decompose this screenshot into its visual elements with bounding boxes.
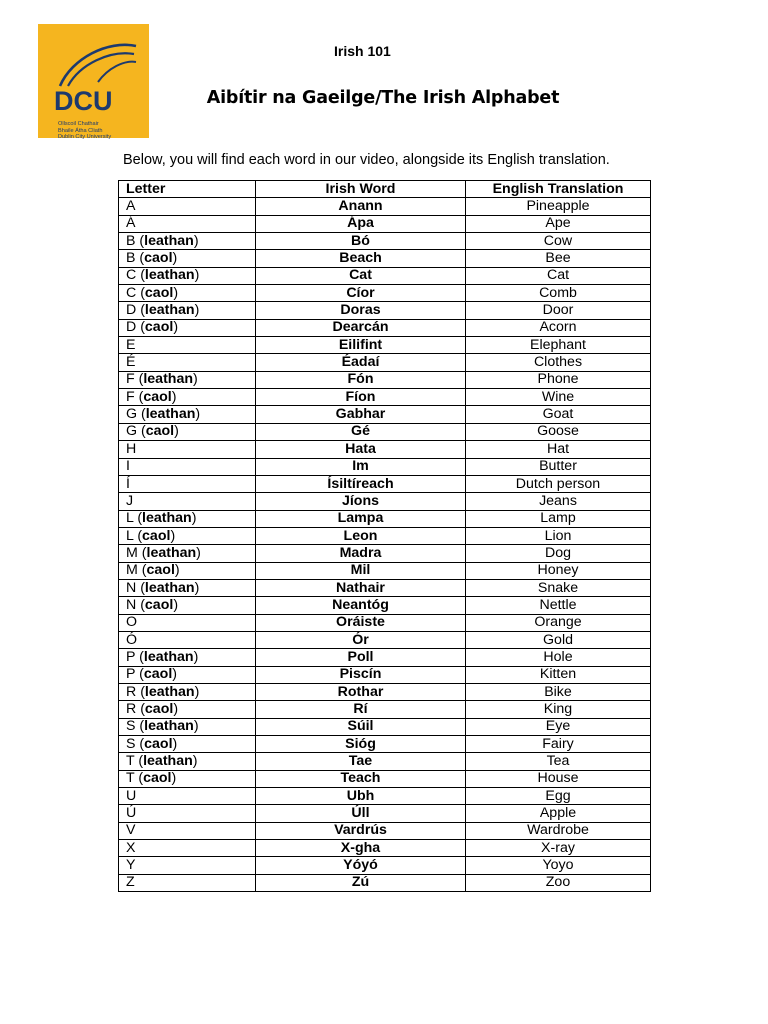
- english-translation-cell: Comb: [466, 285, 651, 302]
- mutation-label: leathan: [146, 544, 197, 561]
- alphabet-table: [118, 180, 651, 892]
- letter-cell: T (caol): [119, 770, 256, 787]
- irish-word-cell: Anann: [256, 198, 466, 215]
- table-row: [119, 267, 651, 284]
- mutation-label: caol: [143, 388, 172, 405]
- letter-cell: O: [119, 614, 256, 631]
- table-row: [119, 822, 651, 839]
- english-translation-cell: Butter: [466, 458, 651, 475]
- irish-word-cell: Oráiste: [256, 614, 466, 631]
- irish-word-cell: Piscín: [256, 666, 466, 683]
- table-row: [119, 545, 651, 562]
- mutation-label: caol: [144, 250, 173, 267]
- table-row: [119, 441, 651, 458]
- letter-cell: P (caol): [119, 666, 256, 683]
- english-translation-cell: Goat: [466, 406, 651, 423]
- table-row: [119, 198, 651, 215]
- letter-cell: Z: [119, 874, 256, 891]
- english-translation-cell: Ape: [466, 215, 651, 232]
- mutation-label: leathan: [144, 718, 194, 735]
- table-row: [119, 302, 651, 319]
- table-row: [119, 788, 651, 805]
- english-translation-cell: Kitten: [466, 666, 651, 683]
- irish-word-cell: Hata: [256, 441, 466, 458]
- letter-cell: H: [119, 441, 256, 458]
- mutation-label: caol: [144, 700, 174, 717]
- table-row: [119, 666, 651, 683]
- letter-cell: B (caol): [119, 250, 256, 267]
- irish-word-cell: X-gha: [256, 840, 466, 857]
- english-translation-cell: Snake: [466, 579, 651, 596]
- table-row: [119, 736, 651, 753]
- english-translation-cell: Goose: [466, 423, 651, 440]
- table-row: [119, 233, 651, 250]
- english-translation-cell: Honey: [466, 562, 651, 579]
- english-translation-cell: Dutch person: [466, 475, 651, 492]
- header-english-translation: English Translation: [466, 181, 651, 198]
- table-row: [119, 579, 651, 596]
- irish-word-cell: Madra: [256, 545, 466, 562]
- mutation-label: leathan: [144, 683, 195, 700]
- english-translation-cell: King: [466, 701, 651, 718]
- table-row: [119, 319, 651, 336]
- table-row: [119, 423, 651, 440]
- english-translation-cell: Yoyo: [466, 857, 651, 874]
- table-row: [119, 406, 651, 423]
- letter-cell: T (leathan): [119, 753, 256, 770]
- letter-cell: D (leathan): [119, 302, 256, 319]
- irish-word-cell: Mil: [256, 562, 466, 579]
- english-translation-cell: X-ray: [466, 840, 651, 857]
- english-translation-cell: Jeans: [466, 493, 651, 510]
- mutation-label: leathan: [143, 371, 194, 388]
- mutation-label: caol: [144, 596, 174, 613]
- letter-cell: R (caol): [119, 701, 256, 718]
- letter-cell: N (leathan): [119, 579, 256, 596]
- dcu-logo: [38, 24, 149, 141]
- table-row: [119, 527, 651, 544]
- irish-word-cell: Cat: [256, 267, 466, 284]
- table-row: [119, 770, 651, 787]
- mutation-label: caol: [146, 562, 175, 579]
- irish-word-cell: Sióg: [256, 736, 466, 753]
- table-row: [119, 354, 651, 371]
- header-letter: Letter: [119, 181, 256, 198]
- english-translation-cell: Orange: [466, 614, 651, 631]
- english-translation-cell: Cat: [466, 267, 651, 284]
- irish-word-cell: Dearcán: [256, 319, 466, 336]
- table-row: [119, 562, 651, 579]
- letter-cell: X: [119, 840, 256, 857]
- letter-cell: Ú: [119, 805, 256, 822]
- irish-word-cell: Rothar: [256, 683, 466, 700]
- letter-cell: C (caol): [119, 285, 256, 302]
- irish-word-cell: Cíor: [256, 285, 466, 302]
- table-row: [119, 718, 651, 735]
- english-translation-cell: Wardrobe: [466, 822, 651, 839]
- english-translation-cell: Pineapple: [466, 198, 651, 215]
- irish-word-cell: Ubh: [256, 788, 466, 805]
- english-translation-cell: Zoo: [466, 874, 651, 891]
- irish-word-cell: Zú: [256, 874, 466, 891]
- letter-cell: S (caol): [119, 736, 256, 753]
- irish-word-cell: Leon: [256, 527, 466, 544]
- english-translation-cell: Hole: [466, 649, 651, 666]
- mutation-label: caol: [144, 735, 173, 752]
- letter-cell: G (caol): [119, 423, 256, 440]
- mutation-label: leathan: [144, 579, 195, 596]
- course-label: Irish 101: [334, 43, 391, 59]
- table-row: [119, 597, 651, 614]
- table-row: [119, 215, 651, 232]
- irish-word-cell: Lampa: [256, 510, 466, 527]
- irish-word-cell: Fón: [256, 371, 466, 388]
- mutation-label: caol: [142, 527, 171, 544]
- english-translation-cell: Elephant: [466, 337, 651, 354]
- irish-word-cell: Vardrús: [256, 822, 466, 839]
- irish-word-cell: Neantóg: [256, 597, 466, 614]
- page-title: Aibítir na Gaeilge/The Irish Alphabet: [206, 88, 560, 108]
- english-translation-cell: Wine: [466, 389, 651, 406]
- table-row: [119, 683, 651, 700]
- irish-word-cell: Éadaí: [256, 354, 466, 371]
- irish-word-cell: Ísiltíreach: [256, 475, 466, 492]
- mutation-label: caol: [143, 770, 172, 787]
- irish-word-cell: Rí: [256, 701, 466, 718]
- table-row: [119, 337, 651, 354]
- table-row: [119, 371, 651, 388]
- table-row: [119, 285, 651, 302]
- english-translation-cell: Clothes: [466, 354, 651, 371]
- irish-word-cell: Beach: [256, 250, 466, 267]
- letter-cell: Y: [119, 857, 256, 874]
- table-row: [119, 753, 651, 770]
- logo-wordmark: DCU: [54, 86, 113, 116]
- mutation-label: caol: [143, 666, 173, 683]
- letter-cell: V: [119, 822, 256, 839]
- english-translation-cell: Acorn: [466, 319, 651, 336]
- letter-cell: M (caol): [119, 562, 256, 579]
- mutation-label: leathan: [144, 232, 194, 249]
- irish-word-cell: Teach: [256, 770, 466, 787]
- table-row: [119, 840, 651, 857]
- table-row: [119, 510, 651, 527]
- table-row: [119, 389, 651, 406]
- english-translation-cell: Door: [466, 302, 651, 319]
- english-translation-cell: Hat: [466, 441, 651, 458]
- irish-word-cell: Eilifint: [256, 337, 466, 354]
- english-translation-cell: Bee: [466, 250, 651, 267]
- mutation-label: caol: [144, 319, 174, 336]
- table-row: [119, 701, 651, 718]
- mutation-label: leathan: [144, 267, 195, 284]
- table-header-row: [119, 181, 651, 198]
- irish-word-cell: Jíons: [256, 493, 466, 510]
- irish-word-cell: Tae: [256, 753, 466, 770]
- irish-word-cell: Yóyó: [256, 857, 466, 874]
- mutation-label: caol: [145, 423, 175, 440]
- table-row: [119, 614, 651, 631]
- letter-cell: N (caol): [119, 597, 256, 614]
- irish-word-cell: Gé: [256, 423, 466, 440]
- logo-subtitle: Ollscoil Chathair Bhaile Átha Cliath Dublin City University: [58, 121, 112, 141]
- irish-word-cell: Súil: [256, 718, 466, 735]
- letter-cell: C (leathan): [119, 267, 256, 284]
- letter-cell: E: [119, 337, 256, 354]
- letter-cell: Á: [119, 215, 256, 232]
- english-translation-cell: Fairy: [466, 736, 651, 753]
- english-translation-cell: Tea: [466, 753, 651, 770]
- english-translation-cell: Bike: [466, 683, 651, 700]
- mutation-label: leathan: [142, 510, 192, 527]
- irish-word-cell: Úll: [256, 805, 466, 822]
- letter-cell: F (leathan): [119, 371, 256, 388]
- table-row: [119, 874, 651, 891]
- letter-cell: Í: [119, 475, 256, 492]
- letter-cell: L (leathan): [119, 510, 256, 527]
- table-row: [119, 475, 651, 492]
- letter-cell: D (caol): [119, 319, 256, 336]
- header-irish-word: Irish Word: [256, 181, 466, 198]
- letter-cell: L (caol): [119, 527, 256, 544]
- english-translation-cell: Lion: [466, 527, 651, 544]
- intro-text: Below, you will find each word in our video, alongside its English translation.: [123, 152, 610, 168]
- english-translation-cell: Gold: [466, 631, 651, 648]
- irish-word-cell: Im: [256, 458, 466, 475]
- letter-cell: I: [119, 458, 256, 475]
- letter-cell: R (leathan): [119, 683, 256, 700]
- table-row: [119, 649, 651, 666]
- letter-cell: J: [119, 493, 256, 510]
- letter-cell: U: [119, 788, 256, 805]
- english-translation-cell: Dog: [466, 545, 651, 562]
- table-row: [119, 250, 651, 267]
- mutation-label: leathan: [143, 648, 194, 665]
- english-translation-cell: Cow: [466, 233, 651, 250]
- table-row: [119, 493, 651, 510]
- english-translation-cell: Egg: [466, 788, 651, 805]
- mutation-label: caol: [144, 284, 174, 301]
- letter-cell: P (leathan): [119, 649, 256, 666]
- table-row: [119, 458, 651, 475]
- letter-cell: A: [119, 198, 256, 215]
- irish-word-cell: Fíon: [256, 389, 466, 406]
- irish-word-cell: Nathair: [256, 579, 466, 596]
- english-translation-cell: House: [466, 770, 651, 787]
- english-translation-cell: Apple: [466, 805, 651, 822]
- table-row: [119, 805, 651, 822]
- table-row: [119, 857, 651, 874]
- english-translation-cell: Lamp: [466, 510, 651, 527]
- english-translation-cell: Eye: [466, 718, 651, 735]
- irish-word-cell: Poll: [256, 649, 466, 666]
- irish-word-cell: Doras: [256, 302, 466, 319]
- letter-cell: S (leathan): [119, 718, 256, 735]
- english-translation-cell: Nettle: [466, 597, 651, 614]
- mutation-label: leathan: [144, 302, 195, 319]
- letter-cell: Ó: [119, 631, 256, 648]
- irish-word-cell: Bó: [256, 233, 466, 250]
- mutation-label: leathan: [145, 406, 196, 423]
- letter-cell: M (leathan): [119, 545, 256, 562]
- table-row: [119, 631, 651, 648]
- letter-cell: G (leathan): [119, 406, 256, 423]
- irish-word-cell: Ór: [256, 631, 466, 648]
- irish-word-cell: Ápa: [256, 215, 466, 232]
- letter-cell: B (leathan): [119, 233, 256, 250]
- irish-word-cell: Gabhar: [256, 406, 466, 423]
- english-translation-cell: Phone: [466, 371, 651, 388]
- letter-cell: F (caol): [119, 389, 256, 406]
- mutation-label: leathan: [143, 753, 193, 770]
- letter-cell: É: [119, 354, 256, 371]
